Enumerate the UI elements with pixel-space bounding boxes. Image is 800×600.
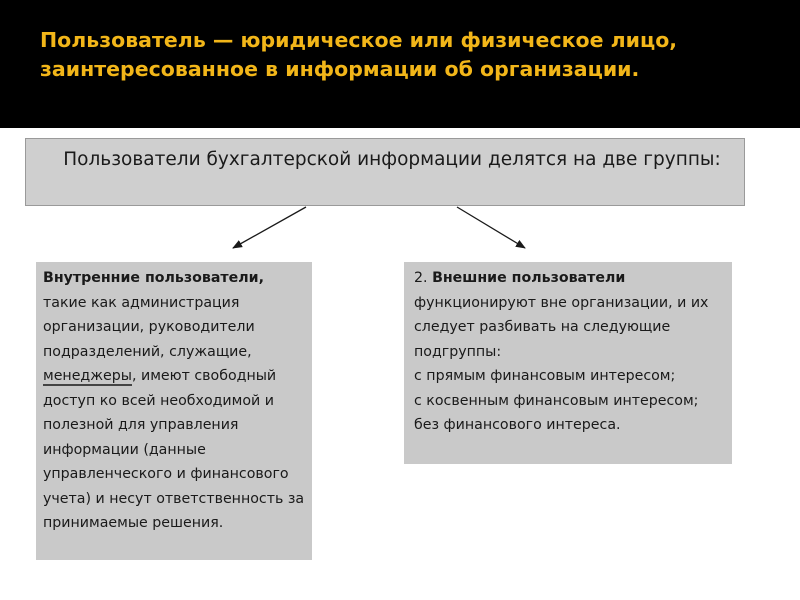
arrow-left — [233, 207, 306, 248]
external-users-number: 2. — [414, 270, 428, 286]
managers-word: менеджеры — [43, 368, 132, 384]
main-statement-box — [25, 138, 745, 206]
external-users-heading: Внешние пользователи — [432, 270, 626, 286]
arrow-right — [457, 207, 525, 248]
internal-users-heading: Внутренние пользователи, — [43, 270, 264, 286]
main-statement-text: Пользователи бухгалтерской информации делятся на две группы: — [63, 149, 721, 170]
external-users-intro: функционируют вне организации, и их следует разбивать на следующие подгруппы: — [414, 294, 709, 360]
internal-users-desc-1: такие как администрация организации, руководители подразделений, служащие, — [43, 294, 255, 360]
slide-title: Пользователь — юридическое или физическое лицо, заинтересованное в информации об организации. — [40, 28, 678, 81]
subgroup-indirect: с косвенным финансовым интересом; — [414, 392, 699, 409]
subgroup-none: без финансового интереса. — [414, 417, 621, 433]
internal-users-desc-2: , имеют свободный доступ ко всей необходимой и полезной для управления информации (данные управленческого и финансового учета) и несут ответственность за принимаемые решения. — [43, 368, 305, 531]
internal-users-text — [43, 266, 306, 536]
external-users-text — [414, 266, 726, 364]
header-bar — [0, 0, 800, 128]
external-users-box — [404, 262, 732, 464]
internal-users-box — [36, 262, 312, 560]
subgroup-direct: с прямым финансовым интересом; — [414, 368, 676, 384]
